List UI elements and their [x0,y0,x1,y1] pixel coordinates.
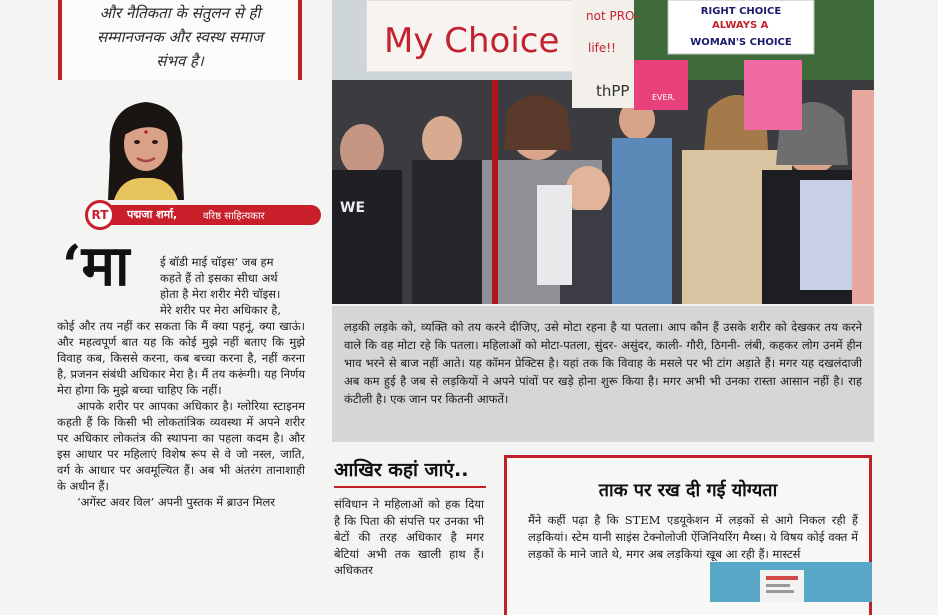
author-byline [63,200,295,230]
publication-logo: RT [85,200,115,230]
photo-caption: लड़की लड़के को, व्यक्ति को तय करने दीजिए, उसे मोटा रहना है या पतला। आप कौन हैं उसके शरीर को देखकर तय करने वाले कि वह मोटा रहे कि पतला। महिलाओं को मोटा-पतला, सुंदर- असुंदर, काली- गौरी, ठिगनी- लंबी, कहकर लोग उनमें हीन भाव भरने से बाज नहीं आते। यह कॉमन प्रेक्टिस है। यहां तक कि विवाह के मसले पर भी टांग अड़ाते हैं। मगर यह दखलंदाजी अब कम हुई है जब से लड़कियों ने अपने पांवों पर खड़े होना शुरू किया है। मगर अभी भी उनका रास्ता आसान नहीं है। राह कंटीली है। एक जान पर कितनी आफतें। [332,306,874,442]
article-paragraph: ‘अगेंस्ट अवर विल’ अपनी पुस्तक में ब्राउन मिलर [77,495,276,509]
sign-my-choice: My Choice [384,21,560,61]
pull-quote [58,0,302,80]
shirt-text: WE [340,200,366,216]
sign-back-text: not PRO- [586,9,640,23]
pull-quote-line: सम्मानजनक और स्वस्थ समाज [97,28,263,46]
article-body [57,318,305,510]
section-body: संविधान ने महिलाओं को हक दिया है कि पिता की संपत्ति पर उनका भी बेटों की तरह अधिकार है मगर बेटियां अभी तक खाली हाथ हैं। अधिकतर [334,497,484,577]
inset-illustration [710,562,872,602]
article-paragraph: कोई और तय नहीं कर सकता कि मैं क्या पहनूं, क्या खाऊं। और महत्वपूर्ण बात यह कि कोई मुझे नहीं बताए कि मुझे विवाह कब, किससे करना, कब बच्चा करना है, नहीं करना है, प्रजनन संबंधी अधिकार मेरा है। मैं तय करूंगी। यह निर्णय मेरा होगा कि मुझे बच्चा चाहिए कि नहीं। [57,319,305,397]
sign-right-text: RIGHT CHOICE [700,6,782,17]
pull-quote-line: और नैतिकता के संतुलन से ही [99,4,261,22]
protest-photo [332,0,874,304]
article-lead [160,254,304,318]
lead-line: कहते हैं तो इसका सीधा अर्थ [160,271,278,285]
section-heading: आखिर कहां जाएं.. [334,459,469,481]
drop-cap: ‘मा [62,233,130,299]
sign-right-text: WOMAN'S CHOICE [690,37,792,48]
sign-back-text: life!! [588,41,616,55]
author-role: वरिष्ठ साहित्यकार [203,211,265,222]
lead-line: मेरे शरीर पर मेरा अधिकार है, [160,303,281,317]
box-heading: ताक पर रख दी गई योग्यता [598,480,778,501]
section-divider [334,486,486,488]
article-paragraph: आपके शरीर पर आपका अधिकार है। ग्लोरिया स्टाइनम कहती हैं कि किसी भी लोकतांत्रिक व्यवस्था में अपने शरीर पर अधिकार लोकतंत्र की स्थापना का पहला कदम है। और इस आधार पर महिलाएं विशेष रूप से वे जो नस्ल, जाति, वर्ग के आधार पर अवमूल्यित हैं। अब भी अंतरंग तानाशाही के अधीन हैं। [57,399,305,493]
author-photo [100,96,192,200]
sign-right-text: ALWAYS A [712,20,769,31]
sign-pink-text: EVER. [652,93,676,102]
lead-line: होता है मेरा शरीर मेरी चॉइस। [160,287,281,301]
author-name: पद्मजा शर्मा, [127,208,178,221]
sign-back-text: thPP [596,82,630,100]
box-body: मैंने कहीं पढ़ा है कि STEM एडयूकेशन में लड़कों से आगे निकल रही हैं लड़कियां। स्टेम यानी साइंस टेक्नोलोजी ऐंजिनियरिंग मैथ्स। ये विषय कोई वक्त में लड़कों के माने जाते थे, मगर अब लड़कियां खूब आ रही हैं। मास्टर्स [528,513,858,561]
pull-quote-line: संभव है। [156,52,204,70]
lead-line: ई बॉडी माई चॉइस’ जब हम [160,255,274,269]
